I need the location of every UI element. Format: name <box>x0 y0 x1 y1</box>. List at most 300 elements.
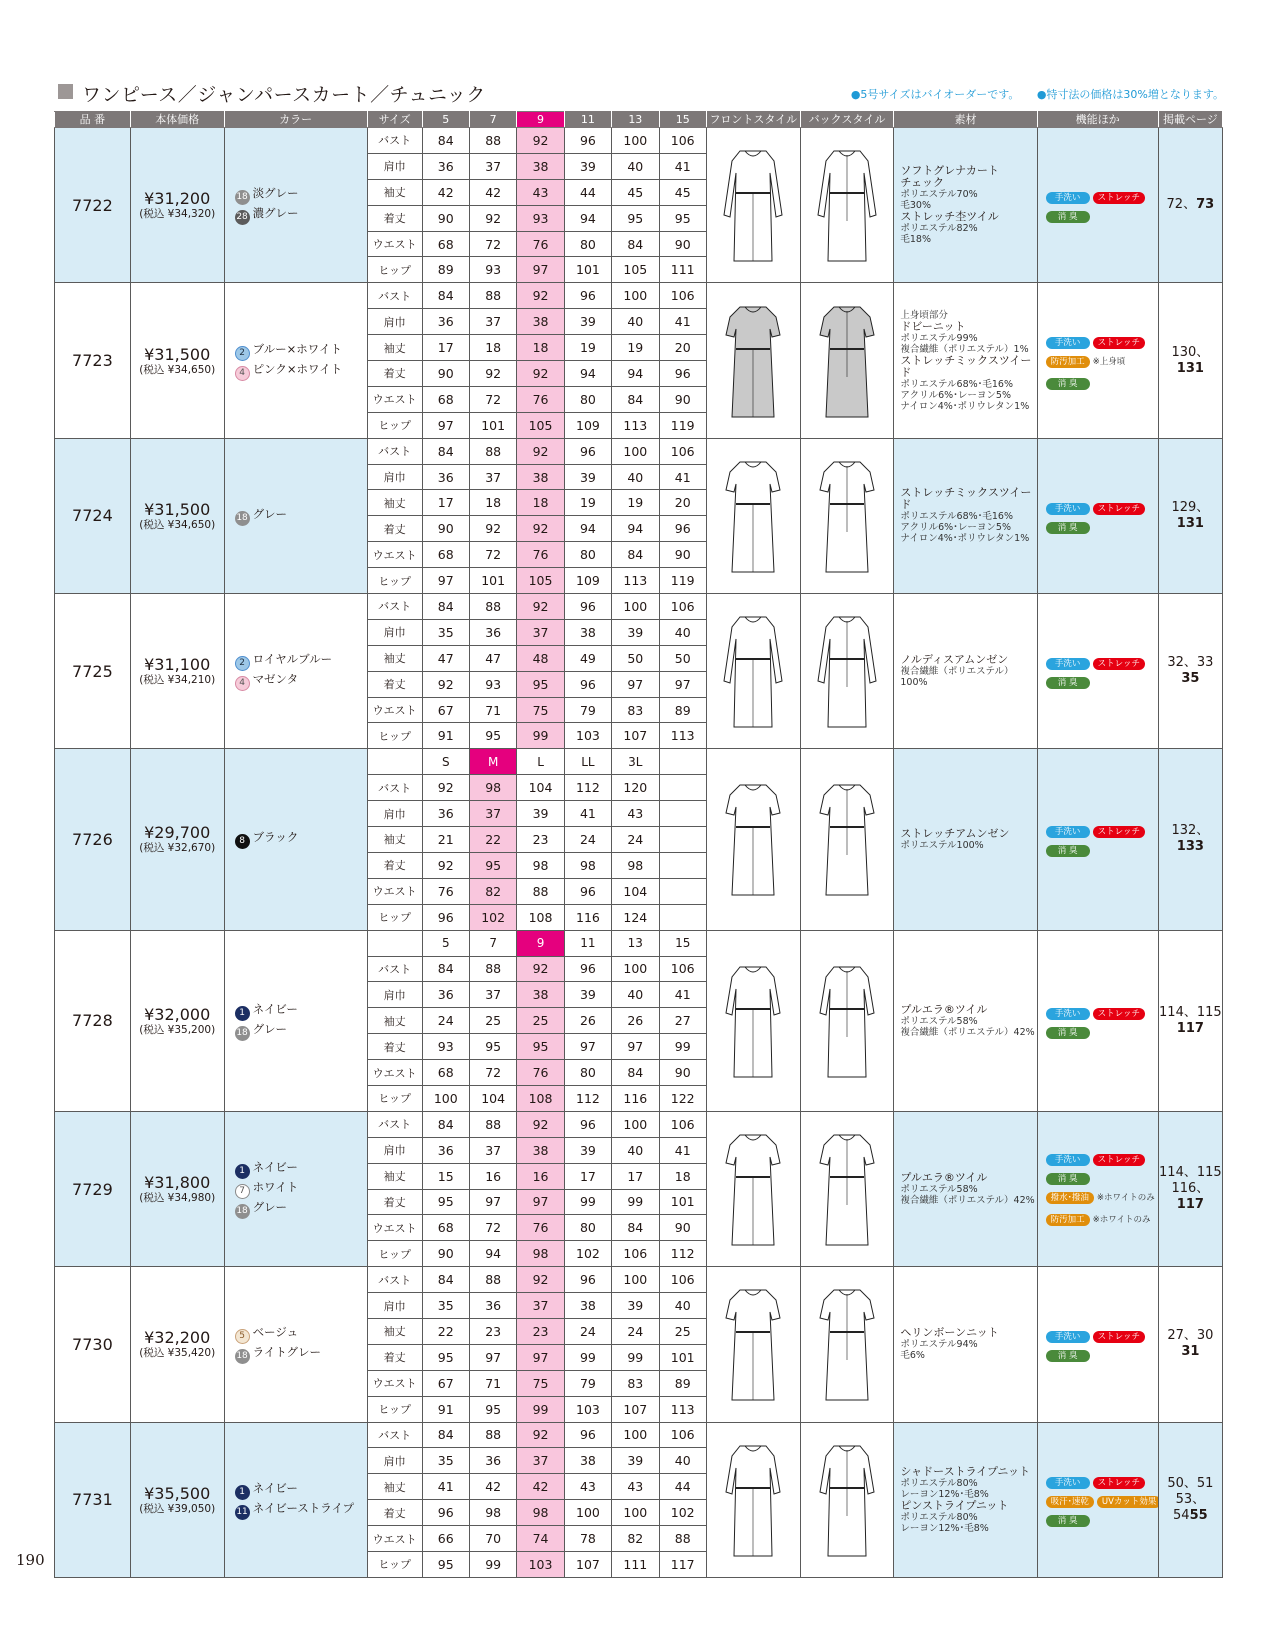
badge-row <box>1046 350 1158 372</box>
material-cell <box>894 930 1037 1111</box>
table-row <box>55 930 1223 956</box>
size-value: 42 <box>422 179 469 205</box>
function-cell <box>1037 128 1158 283</box>
size-row-label: 肩巾 <box>367 801 422 827</box>
size-row-label: 肩巾 <box>367 1137 422 1163</box>
size-value: 40 <box>659 1448 706 1474</box>
size-value: 96 <box>564 956 611 982</box>
size-value: 16 <box>469 1163 516 1189</box>
function-badge: ストレッチ <box>1093 1477 1145 1489</box>
size-value: 41 <box>659 464 706 490</box>
size-value: 16 <box>517 1163 564 1189</box>
pages-line-1 <box>1159 1005 1222 1021</box>
product-price-cell <box>130 438 224 593</box>
size-value: 47 <box>469 645 516 671</box>
function-badge: ストレッチ <box>1093 1008 1145 1020</box>
size-row-label: ウエスト <box>367 697 422 723</box>
table-row <box>55 594 1223 620</box>
size-row-label: 袖丈 <box>367 179 422 205</box>
size-value: 97 <box>469 1189 516 1215</box>
size-row-label: 袖丈 <box>367 1318 422 1344</box>
size-value: 96 <box>564 438 611 464</box>
header-material: 素材 <box>894 112 1037 128</box>
material-detail: 複合繊維（ポリエステル）42% <box>900 1026 1035 1038</box>
size-value: 23 <box>469 1318 516 1344</box>
size-value: 97 <box>517 1344 564 1370</box>
size-value: 97 <box>422 568 469 594</box>
size-value: 101 <box>659 1189 706 1215</box>
size-row-label: バスト <box>367 594 422 620</box>
size-value: 90 <box>659 1215 706 1241</box>
color-item <box>235 506 367 526</box>
material-detail: 複合繊維（ポリエステル）100% <box>900 666 1014 689</box>
function-cell <box>1037 749 1158 930</box>
color-item <box>235 185 367 205</box>
size-value: 84 <box>612 231 659 257</box>
table-row <box>55 283 1223 309</box>
size-value: 95 <box>469 1034 516 1060</box>
size-value: 100 <box>422 1085 469 1111</box>
price-tax: (税込 ¥34,210) <box>139 674 216 687</box>
size-value: 38 <box>517 153 564 179</box>
size-value: 39 <box>612 619 659 645</box>
size-value: 24 <box>612 1318 659 1344</box>
size-value: 39 <box>612 1293 659 1319</box>
product-id: 7722 <box>55 128 131 283</box>
size-value: 96 <box>659 516 706 542</box>
size-value: 72 <box>469 386 516 412</box>
back-style-illustration <box>800 438 894 593</box>
size-row-label: 着丈 <box>367 1034 422 1060</box>
size-value: 97 <box>469 1344 516 1370</box>
pages-bold: 133 <box>1176 839 1204 855</box>
size-value: 96 <box>564 878 611 904</box>
size-value: 90 <box>422 516 469 542</box>
size-value: 79 <box>564 1370 611 1396</box>
size-value: 72 <box>469 1060 516 1086</box>
size-value: 104 <box>517 775 564 801</box>
size-value: 84 <box>612 1060 659 1086</box>
size-value: 15 <box>422 1163 469 1189</box>
color-name: ベージュ <box>252 1325 299 1340</box>
size-value: 40 <box>612 309 659 335</box>
material-name: ストレッチミックスツイード <box>900 486 1032 512</box>
size-value: 84 <box>422 438 469 464</box>
size-value: 39 <box>564 153 611 179</box>
function-badge: ストレッチ <box>1093 1331 1145 1343</box>
size-value: 106 <box>659 1422 706 1448</box>
badge-row <box>1046 497 1158 516</box>
color-name: ネイビー <box>252 1160 298 1175</box>
header-function: 機能ほか <box>1037 112 1158 128</box>
size-row-label: ウエスト <box>367 231 422 257</box>
size-value: 19 <box>564 490 611 516</box>
pages-line-1 <box>1159 197 1222 213</box>
size-value: 97 <box>517 1189 564 1215</box>
function-badge: ストレッチ <box>1093 503 1145 515</box>
size-value: 92 <box>422 775 469 801</box>
size-value: 36 <box>469 1448 516 1474</box>
size-row-label: 着丈 <box>367 361 422 387</box>
size-value: 76 <box>422 878 469 904</box>
color-name: ピンク×ホワイト <box>252 361 343 376</box>
function-badge: 手洗い <box>1046 658 1090 670</box>
pages-text: 129、 <box>1171 499 1210 515</box>
color-name: グレー <box>252 506 288 521</box>
size-value: 36 <box>422 982 469 1008</box>
size-header-cell: 13 <box>612 930 659 956</box>
material-cell <box>894 1422 1037 1577</box>
size-value: 95 <box>659 205 706 231</box>
price: ¥35,500 <box>144 1483 211 1503</box>
size-value: 80 <box>564 1060 611 1086</box>
size-value: 84 <box>612 542 659 568</box>
material-cell <box>894 1111 1037 1266</box>
size-value: 36 <box>469 1293 516 1319</box>
price: ¥31,500 <box>144 344 211 364</box>
material-detail: 毛18% <box>900 234 931 246</box>
function-badge: 消 臭 <box>1046 1173 1090 1185</box>
pages-line-1 <box>1159 1476 1222 1492</box>
size-value: 92 <box>469 205 516 231</box>
size-value: 103 <box>517 1551 564 1577</box>
size-value: 76 <box>517 1060 564 1086</box>
size-value: 74 <box>517 1526 564 1552</box>
function-note: ※上身頃 <box>1092 356 1126 367</box>
size-value: 99 <box>564 1344 611 1370</box>
pages-cell <box>1158 1111 1222 1266</box>
size-value-pad <box>659 775 706 801</box>
front-style-illustration <box>706 594 800 749</box>
size-value: 103 <box>564 1396 611 1422</box>
badge-row <box>1046 331 1158 350</box>
size-value: 106 <box>612 1241 659 1267</box>
dress-back-icon <box>801 775 894 903</box>
color-list <box>224 1267 367 1422</box>
material-name: プルエラ®ツイル <box>900 1002 988 1016</box>
size-row-label: ヒップ <box>367 1551 422 1577</box>
badge-row <box>1046 1490 1158 1509</box>
size-value: 44 <box>659 1474 706 1500</box>
function-badge: 消 臭 <box>1046 378 1090 390</box>
header-size-11: 11 <box>564 112 611 128</box>
function-badge: 消 臭 <box>1046 1515 1090 1527</box>
size-value: 100 <box>612 128 659 154</box>
size-value: 92 <box>517 516 564 542</box>
size-value: 26 <box>564 1008 611 1034</box>
pages-text: 114、115 <box>1159 1165 1222 1181</box>
product-id: 7725 <box>55 594 131 749</box>
size-header-blank <box>367 930 422 956</box>
size-value: 94 <box>469 1241 516 1267</box>
back-style-illustration <box>800 930 894 1111</box>
size-row-label: 着丈 <box>367 1500 422 1526</box>
material-name: ノルディスアムンゼン <box>900 653 1009 667</box>
size-row-label: バスト <box>367 438 422 464</box>
material-detail: ナイロン4%･ポリウレタン1% <box>900 533 1030 545</box>
color-number-icon: 1 <box>235 1164 250 1179</box>
size-value: 17 <box>422 490 469 516</box>
size-value: 92 <box>517 594 564 620</box>
material-detail: 複合繊維（ポリエステル）42% <box>900 1195 1035 1207</box>
material-detail: 上身頃部分 <box>900 309 948 321</box>
size-row-label: ヒップ <box>367 1085 422 1111</box>
function-cell <box>1037 930 1158 1111</box>
product-id: 7724 <box>55 438 131 593</box>
size-row-label: 袖丈 <box>367 1008 422 1034</box>
dress-front-icon <box>707 1436 800 1564</box>
material-cell <box>894 438 1037 593</box>
function-cell <box>1037 1111 1158 1266</box>
size-value: 39 <box>564 982 611 1008</box>
size-value-pad <box>659 827 706 853</box>
size-value: 91 <box>422 723 469 749</box>
size-value: 43 <box>612 801 659 827</box>
function-badge: ストレッチ <box>1093 337 1145 349</box>
pages-line-1 <box>1159 823 1222 855</box>
price: ¥31,500 <box>144 499 211 519</box>
size-value: 84 <box>422 1267 469 1293</box>
color-item <box>235 1324 367 1344</box>
size-value-pad <box>659 904 706 930</box>
size-value: 72 <box>469 542 516 568</box>
size-value: 89 <box>422 257 469 283</box>
size-value: 37 <box>469 153 516 179</box>
material-detail: ポリエステル80% <box>900 1511 978 1523</box>
size-value: 96 <box>422 904 469 930</box>
color-item <box>235 1021 367 1041</box>
size-value: 96 <box>564 1111 611 1137</box>
size-value: 105 <box>612 257 659 283</box>
badge-row <box>1046 839 1158 858</box>
header-pages: 掲載ページ <box>1158 112 1222 128</box>
size-value: 106 <box>659 594 706 620</box>
size-row-label: ウエスト <box>367 1060 422 1086</box>
size-value-pad <box>659 852 706 878</box>
size-value: 83 <box>612 1370 659 1396</box>
back-style-illustration <box>800 1267 894 1422</box>
size-row-label: バスト <box>367 1267 422 1293</box>
color-item <box>235 1199 367 1219</box>
size-value: 88 <box>517 878 564 904</box>
badge-row <box>1046 820 1158 839</box>
size-value: 92 <box>517 956 564 982</box>
size-value: 79 <box>564 697 611 723</box>
size-value: 106 <box>659 1111 706 1137</box>
size-value: 101 <box>469 568 516 594</box>
size-value: 36 <box>422 309 469 335</box>
size-value: 66 <box>422 1526 469 1552</box>
size-value: 90 <box>659 1060 706 1086</box>
size-value: 95 <box>469 1396 516 1422</box>
size-row-label: 着丈 <box>367 205 422 231</box>
price: ¥31,200 <box>144 189 211 209</box>
size-value: 38 <box>517 309 564 335</box>
size-value: 25 <box>659 1318 706 1344</box>
back-style-illustration <box>800 749 894 930</box>
size-row-label: 着丈 <box>367 852 422 878</box>
function-badge: 消 臭 <box>1046 1027 1090 1039</box>
size-value: 35 <box>422 1293 469 1319</box>
size-value: 24 <box>564 1318 611 1344</box>
badge-row <box>1046 1186 1158 1208</box>
size-row-label: 袖丈 <box>367 490 422 516</box>
front-style-illustration <box>706 128 800 283</box>
size-header-cell: 3L <box>612 749 659 775</box>
size-value: 99 <box>612 1189 659 1215</box>
size-value: 102 <box>564 1241 611 1267</box>
product-id: 7723 <box>55 283 131 438</box>
function-badge: 消 臭 <box>1046 1350 1090 1362</box>
size-value: 101 <box>564 257 611 283</box>
pages-text: 132、 <box>1171 823 1210 839</box>
pages-bold-2: 117 <box>1176 1197 1204 1213</box>
size-value: 39 <box>564 464 611 490</box>
color-number-icon: 18 <box>235 190 250 205</box>
size-value: 84 <box>422 128 469 154</box>
size-value: 100 <box>612 1111 659 1137</box>
material-name: シャドーストライプニット <box>900 1464 1030 1478</box>
pages-line-2 <box>1159 1021 1222 1037</box>
size-value: 102 <box>659 1500 706 1526</box>
size-value: 97 <box>612 671 659 697</box>
size-row-label: 肩巾 <box>367 982 422 1008</box>
color-item <box>235 1159 367 1179</box>
size-value: 96 <box>564 283 611 309</box>
header-front: フロントスタイル <box>706 112 800 128</box>
size-value: 99 <box>469 1551 516 1577</box>
color-list <box>224 128 367 283</box>
function-badge: 手洗い <box>1046 192 1090 204</box>
material-detail: ポリエステル58% <box>900 1184 978 1196</box>
price-tax: (税込 ¥39,050) <box>139 1502 216 1515</box>
size-value: 96 <box>564 1267 611 1293</box>
size-value: 20 <box>659 490 706 516</box>
size-value: 96 <box>422 1500 469 1526</box>
size-value: 90 <box>422 205 469 231</box>
size-value: 93 <box>469 671 516 697</box>
color-number-icon: 11 <box>235 1505 250 1520</box>
size-value: 67 <box>422 697 469 723</box>
size-value: 67 <box>422 1370 469 1396</box>
size-value: 90 <box>422 1241 469 1267</box>
size-header-cell: 11 <box>564 930 611 956</box>
color-number-icon: 5 <box>235 1329 250 1344</box>
size-value: 116 <box>564 904 611 930</box>
material-name: ヘリンボーンニット <box>900 1326 999 1340</box>
size-value: 94 <box>564 205 611 231</box>
size-value: 80 <box>564 1215 611 1241</box>
color-number-icon: 18 <box>235 511 250 526</box>
pages-bold-2: 35 <box>1181 671 1200 687</box>
size-value: 84 <box>422 1422 469 1448</box>
pages-line-1 <box>1159 500 1222 532</box>
color-item <box>235 1179 367 1199</box>
price-tax: (税込 ¥35,420) <box>139 1347 216 1360</box>
size-value: 97 <box>517 257 564 283</box>
size-value: 92 <box>517 438 564 464</box>
header-back: バックスタイル <box>800 112 894 128</box>
header-price: 本体価格 <box>130 112 224 128</box>
pages-text: 32、33 <box>1167 655 1214 671</box>
size-value: 92 <box>517 128 564 154</box>
header-id: 品 番 <box>55 112 131 128</box>
size-value: 72 <box>469 1215 516 1241</box>
size-value: 100 <box>612 1267 659 1293</box>
size-value: 35 <box>422 619 469 645</box>
price: ¥29,700 <box>144 823 211 843</box>
size-row-label: バスト <box>367 283 422 309</box>
size-value: 75 <box>517 697 564 723</box>
size-value: 88 <box>469 1111 516 1137</box>
table-row <box>55 1267 1223 1293</box>
badge-row <box>1046 1167 1158 1186</box>
product-id: 7731 <box>55 1422 131 1577</box>
size-value: 101 <box>659 1344 706 1370</box>
color-name: ネイビーストライプ <box>252 1500 355 1515</box>
function-badge: 防汚加工 <box>1046 356 1090 368</box>
size-value: 124 <box>612 904 659 930</box>
pages-text: 114、115 <box>1159 1004 1222 1020</box>
dress-back-icon <box>801 1125 894 1253</box>
size-value: 95 <box>517 671 564 697</box>
size-value: 37 <box>469 309 516 335</box>
color-item <box>235 341 367 361</box>
size-value: 38 <box>564 1293 611 1319</box>
size-value: 104 <box>469 1085 516 1111</box>
size-value: 108 <box>517 1085 564 1111</box>
material-detail: ポリエステル68%･毛16% <box>900 511 1014 523</box>
color-name: 淡グレー <box>252 186 299 201</box>
size-value: 93 <box>469 257 516 283</box>
notes <box>837 86 1224 102</box>
size-value: 100 <box>612 438 659 464</box>
price-tax: (税込 ¥34,650) <box>139 363 216 376</box>
product-price-cell <box>130 1422 224 1577</box>
size-row-label: 着丈 <box>367 671 422 697</box>
size-value: 80 <box>564 231 611 257</box>
size-header-cell: M <box>469 749 516 775</box>
dress-back-icon <box>801 141 894 269</box>
size-value: 106 <box>659 438 706 464</box>
function-badge: 消 臭 <box>1046 522 1090 534</box>
function-note: ※ホワイトのみ <box>1092 1215 1151 1226</box>
size-value: 68 <box>422 1060 469 1086</box>
size-row-label: 着丈 <box>367 1344 422 1370</box>
size-value: 50 <box>612 645 659 671</box>
size-value: 36 <box>422 153 469 179</box>
pages-text: 72、 <box>1166 197 1197 213</box>
header-size-9: 9 <box>517 112 564 128</box>
pages-bold: 73 <box>1196 197 1215 213</box>
color-number-icon: 7 <box>235 1184 250 1199</box>
function-badge: 手洗い <box>1046 337 1090 349</box>
back-style-illustration <box>800 128 894 283</box>
size-value: 113 <box>659 723 706 749</box>
price: ¥31,100 <box>144 655 211 675</box>
badge-row <box>1046 516 1158 535</box>
size-value: 68 <box>422 542 469 568</box>
section-header <box>58 80 1228 106</box>
size-value: 76 <box>517 231 564 257</box>
material-cell <box>894 283 1037 438</box>
size-value: 96 <box>564 671 611 697</box>
table-row <box>55 1111 1223 1137</box>
size-value: 35 <box>422 1448 469 1474</box>
function-badge: 防汚加工 <box>1046 1214 1090 1226</box>
material-cell <box>894 128 1037 283</box>
color-number-icon: 2 <box>235 346 250 361</box>
